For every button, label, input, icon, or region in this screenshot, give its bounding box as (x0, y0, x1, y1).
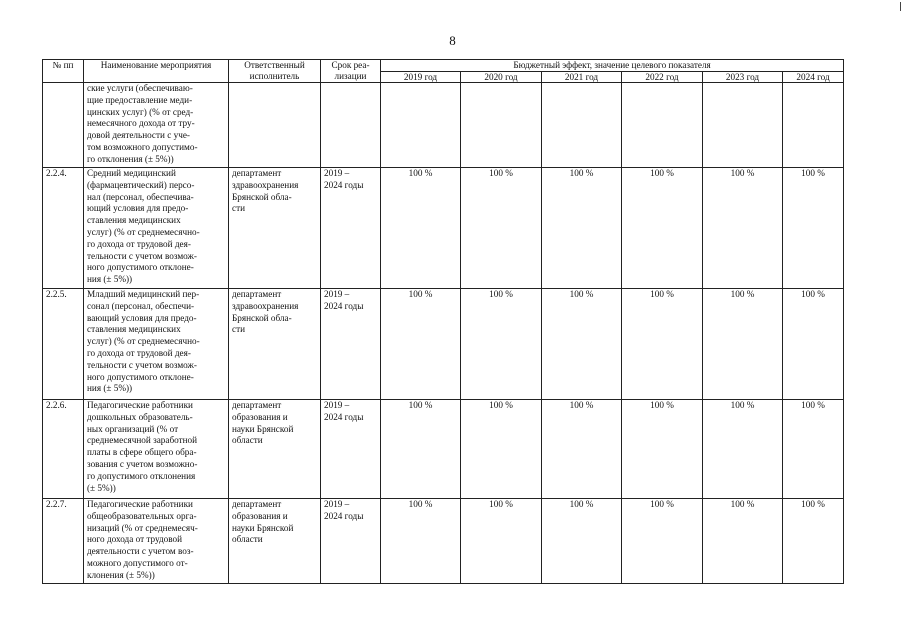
cell-value: 100 % (381, 289, 461, 400)
cell-name: ские услуги (обеспечиваю- щие предоставление меди- цинских услуг) (% от сред- немесячного дохода от тру- довой деятельности с уче- том возможного допустимо- го отклонения (± 5%)) (84, 83, 229, 168)
header-year: 2024 год (783, 71, 844, 83)
table-row (43, 168, 844, 289)
cell-value: 100 % (703, 499, 783, 584)
cell-term: 2019 – 2024 годы (321, 499, 381, 584)
cell-term: 2019 – 2024 годы (321, 168, 381, 289)
header-year: 2023 год (703, 71, 783, 83)
header-year: 2019 год (381, 71, 461, 83)
cell-value (783, 83, 844, 168)
cell-value (703, 83, 783, 168)
table-row (43, 400, 844, 499)
cell-value: 100 % (461, 400, 542, 499)
header-responsible: Ответственный исполнитель (229, 60, 321, 83)
cell-responsible: департамент здравоохранения Брянской обла- сти (229, 168, 321, 289)
cell-value: 100 % (542, 289, 622, 400)
cell-value: 100 % (783, 168, 844, 289)
page-number: 8 (449, 33, 456, 48)
cell-name: Педагогические работники дошкольных образователь- ных организаций (% от среднемесячной заработной платы в сфере общего обра- зования с учетом возможно- го допустимого отклонения (± 5%)) (84, 400, 229, 499)
cell-value: 100 % (542, 168, 622, 289)
header-budget: Бюджетный эффект, значение целевого показателя (381, 60, 844, 72)
cell-value: 100 % (622, 499, 703, 584)
cell-responsible: департамент образования и науки Брянской области (229, 400, 321, 499)
cell-value (381, 83, 461, 168)
cell-num: 2.2.7. (43, 499, 84, 584)
cell-value: 100 % (622, 289, 703, 400)
cell-num: 2.2.6. (43, 400, 84, 499)
header-num: № пп (43, 60, 84, 83)
header-year: 2021 год (542, 71, 622, 83)
cell-responsible (229, 83, 321, 168)
header-year: 2022 год (622, 71, 703, 83)
header-term: Срок реа- лизации (321, 60, 381, 83)
cell-value: 100 % (542, 400, 622, 499)
cell-name: Средний медицинский (фармацевтический) персо- нал (персонал, обеспечива- ющий условия для предо- ставления медицинских услуг) (% от среднемесячно- го дохода от трудовой дея- тельности с учетом возмож- ного допустимого отклоне- ния (± 5%)) (84, 168, 229, 289)
cell-value: 100 % (461, 289, 542, 400)
table-row-continuation (43, 83, 844, 168)
table-row (43, 289, 844, 400)
cell-value: 100 % (622, 168, 703, 289)
cell-num: 2.2.4. (43, 168, 84, 289)
cell-value: 100 % (703, 168, 783, 289)
cell-value: 100 % (381, 499, 461, 584)
cell-term: 2019 – 2024 годы (321, 289, 381, 400)
cell-name: Младший медицинский пер- сонал (персонал, обеспечи- вающий условия для предо- ставления медицинских услуг) (% от среднемесячно- го дохода от трудовой дея- тельности с учетом возмож- ного допустимого отклоне- ния (± 5%)) (84, 289, 229, 400)
header-year: 2020 год (461, 71, 542, 83)
cell-value: 100 % (783, 289, 844, 400)
indicators-table (42, 59, 844, 584)
header-name: Наименование мероприятия (84, 60, 229, 83)
cell-value (622, 83, 703, 168)
cell-num (43, 83, 84, 168)
cell-name: Педагогические работники общеобразовательных орга- низаций (% от среднемесяч- ного дохода от трудовой деятельности с учетом воз- можного допустимого от- клонения (± 5%)) (84, 499, 229, 584)
cell-num: 2.2.5. (43, 289, 84, 400)
cell-value: 100 % (783, 499, 844, 584)
cell-value: 100 % (381, 400, 461, 499)
cell-value: 100 % (381, 168, 461, 289)
cell-value: 100 % (703, 289, 783, 400)
cell-value: 100 % (542, 499, 622, 584)
cell-term: 2019 – 2024 годы (321, 400, 381, 499)
table-row (43, 499, 844, 584)
cell-term (321, 83, 381, 168)
cell-value: 100 % (703, 400, 783, 499)
cell-value (542, 83, 622, 168)
cell-value: 100 % (783, 400, 844, 499)
cell-value: 100 % (461, 168, 542, 289)
cell-value: 100 % (461, 499, 542, 584)
cell-responsible: департамент образования и науки Брянской области (229, 499, 321, 584)
cell-value (461, 83, 542, 168)
scan-edge-mark (900, 2, 901, 11)
cell-value: 100 % (622, 400, 703, 499)
cell-responsible: департамент здравоохранения Брянской обла- сти (229, 289, 321, 400)
